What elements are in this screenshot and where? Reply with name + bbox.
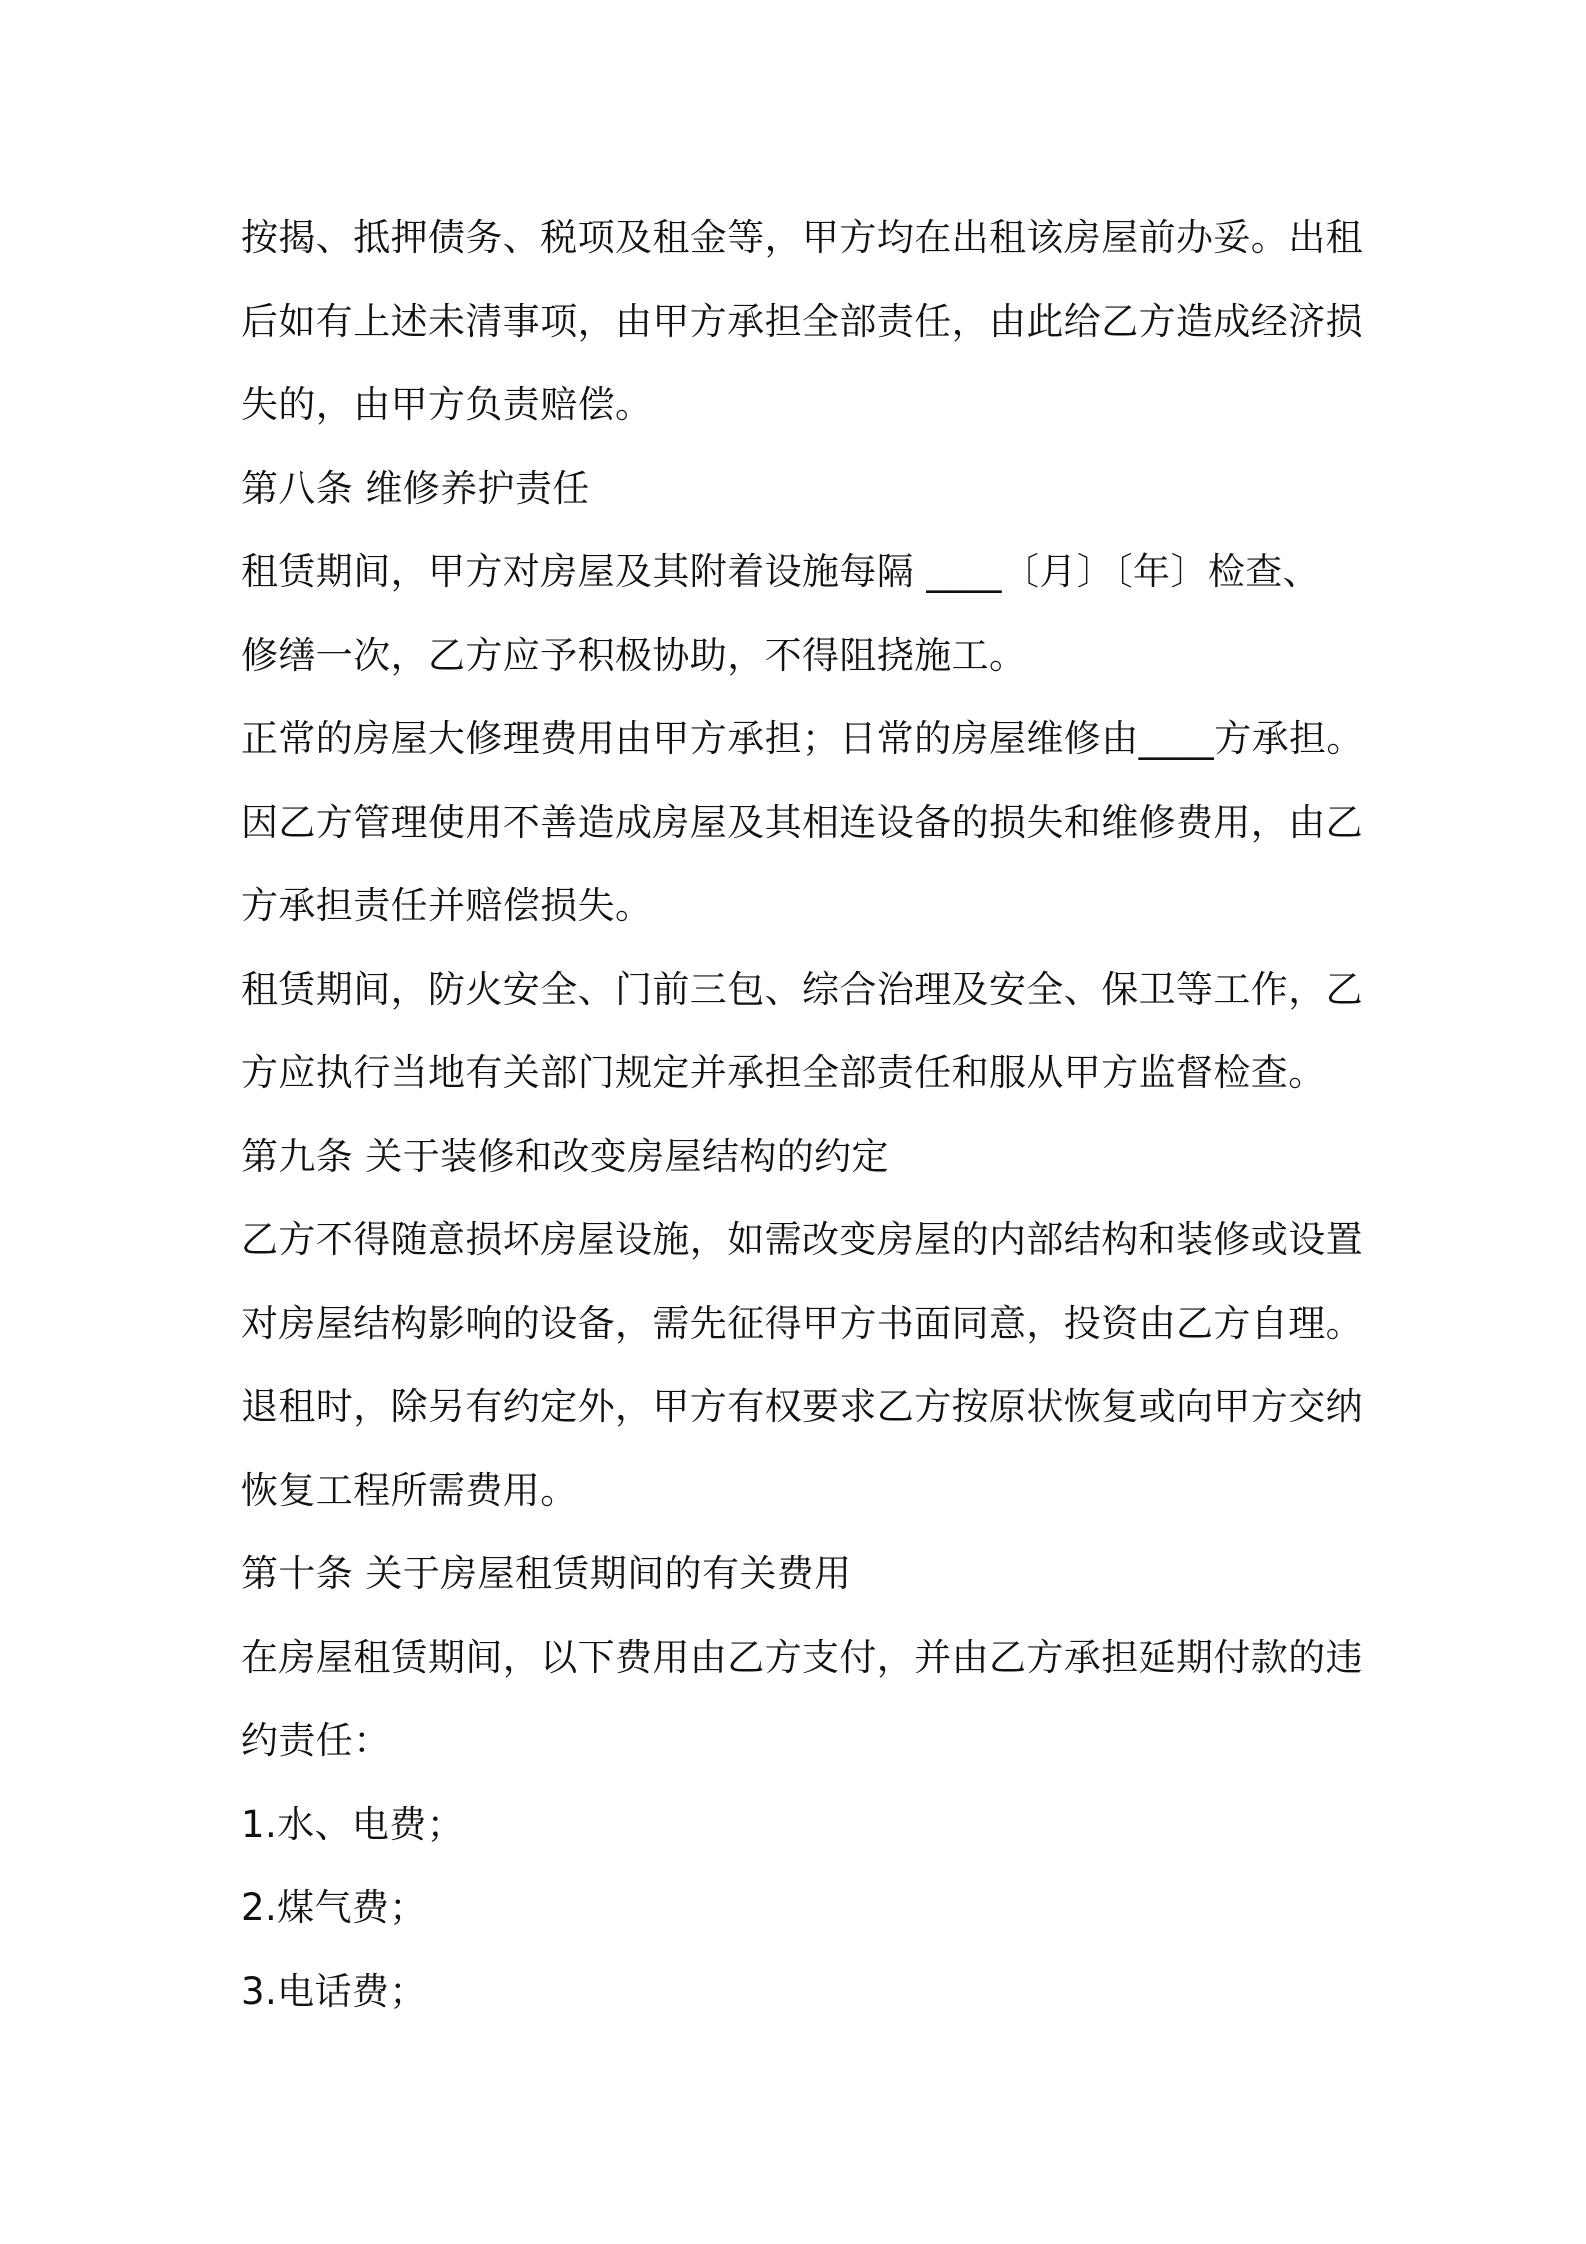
paragraph-line: 方应执行当地有关部门规定并承担全部责任和服从甲方监督检查。 <box>241 1051 1326 1094</box>
paragraph-line: 租赁期间，甲方对房屋及其附着设施每隔 ____〔月〕〔年〕检查、 <box>241 550 1321 593</box>
fee-list-item: 1.水、电费； <box>241 1802 465 1846</box>
paragraph-line: 在房屋租赁期间，以下费用由乙方支付，并由乙方承担延期付款的违 <box>241 1635 1363 1679</box>
paragraph-line: 失的，由甲方负责赔偿。 <box>241 383 653 426</box>
article-9-heading: 第九条 关于装修和改变房屋结构的约定 <box>241 1134 889 1178</box>
paragraph-line: 约责任： <box>241 1719 391 1762</box>
paragraph-line: 按揭、抵押债务、税项及租金等，甲方均在出租该房屋前办妥。出租 <box>241 216 1363 259</box>
paragraph-line: 退租时，除另有约定外，甲方有权要求乙方按原状恢复或向甲方交纳 <box>241 1385 1363 1428</box>
paragraph-line: 租赁期间，防火安全、门前三包、综合治理及安全、保卫等工作，乙 <box>241 967 1363 1011</box>
paragraph-line: 后如有上述未清事项，由甲方承担全部责任，由此给乙方造成经济损 <box>241 299 1363 343</box>
paragraph-line: 正常的房屋大修理费用由甲方承担；日常的房屋维修由____方承担。 <box>241 717 1364 760</box>
paragraph-line: 对房屋结构影响的设备，需先征得甲方书面同意，投资由乙方自理。 <box>241 1301 1363 1345</box>
document-body <box>241 196 1364 2033</box>
paragraph-line: 方承担责任并赔偿损失。 <box>241 884 653 927</box>
paragraph-line: 恢复工程所需费用。 <box>241 1468 578 1512</box>
article-8-heading: 第八条 维修养护责任 <box>241 466 590 510</box>
article-10-heading: 第十条 关于房屋租赁期间的有关费用 <box>241 1552 852 1595</box>
paragraph-line: 修缮一次，乙方应予积极协助，不得阻挠施工。 <box>241 633 1027 677</box>
fee-list-item: 2.煤气费； <box>241 1886 427 1929</box>
paragraph-line: 因乙方管理使用不善造成房屋及其相连设备的损失和维修费用，由乙 <box>241 800 1363 844</box>
paragraph-line: 乙方不得随意损坏房屋设施，如需改变房屋的内部结构和装修或设置 <box>241 1218 1363 1261</box>
fee-list-item: 3.电话费； <box>241 1969 427 2013</box>
